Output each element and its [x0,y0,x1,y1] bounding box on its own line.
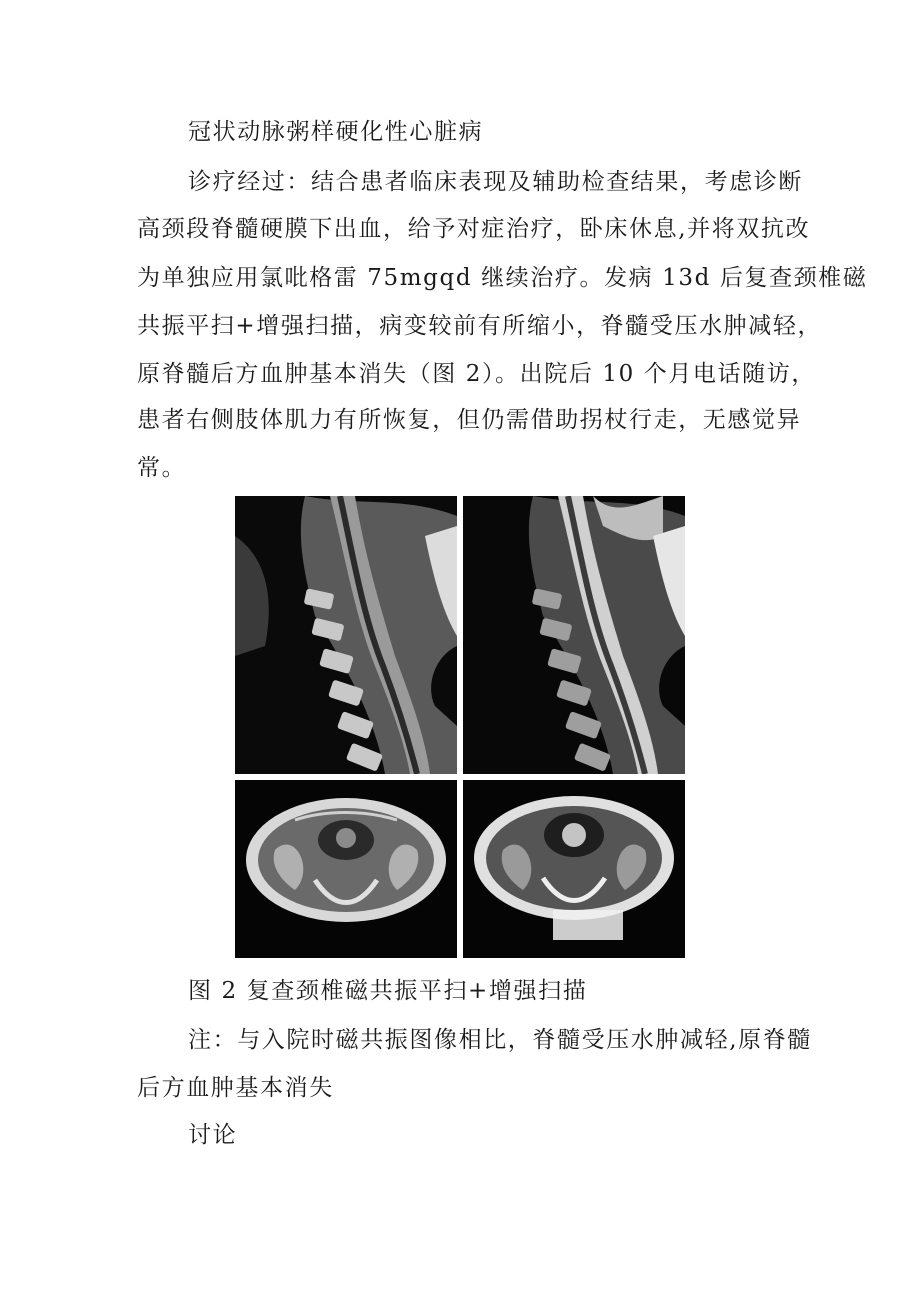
mri-sagittal-enhanced-image [463,496,685,774]
figure-note-line-1: 注：与入院时磁共振图像相比，脊髓受压水肿减轻,原脊髓 [188,1027,812,1053]
text-line-6: 原脊髓后方血肿基本消失（图 2）。出院后 10 个月电话随访， [137,361,816,387]
section-heading: 讨论 [188,1122,238,1148]
text-line-7: 患者右侧肢体肌力有所恢复，但仍需借助拐杖行走，无感觉异 [137,407,802,433]
figure-caption: 图 2 复查颈椎磁共振平扫+增强扫描 [188,978,588,1004]
text-line-3: 高颈段脊髓硬膜下出血，给予对症治疗，卧床休息,并将双抗改 [137,216,811,242]
mri-sagittal-t1-image [235,496,457,774]
text-line-5: 共振平扫+增强扫描，病变较前有所缩小，脊髓受压水肿减轻， [137,313,823,339]
text-line-2: 诊疗经过：结合患者临床表现及辅助检查结果，考虑诊断 [188,169,803,195]
mri-figure [235,496,685,958]
text-line-8: 常。 [137,455,187,481]
text-line-1: 冠状动脉粥样硬化性心脏病 [188,119,484,145]
text-line-4: 为单独应用氯吡格雷 75mgqd 继续治疗。发病 13d 后复查颈椎磁 [137,265,868,291]
mri-axial-enhanced-image [463,780,685,958]
figure-note-line-2: 后方血肿基本消失 [137,1075,334,1101]
mri-axial-t1-image [235,780,457,958]
